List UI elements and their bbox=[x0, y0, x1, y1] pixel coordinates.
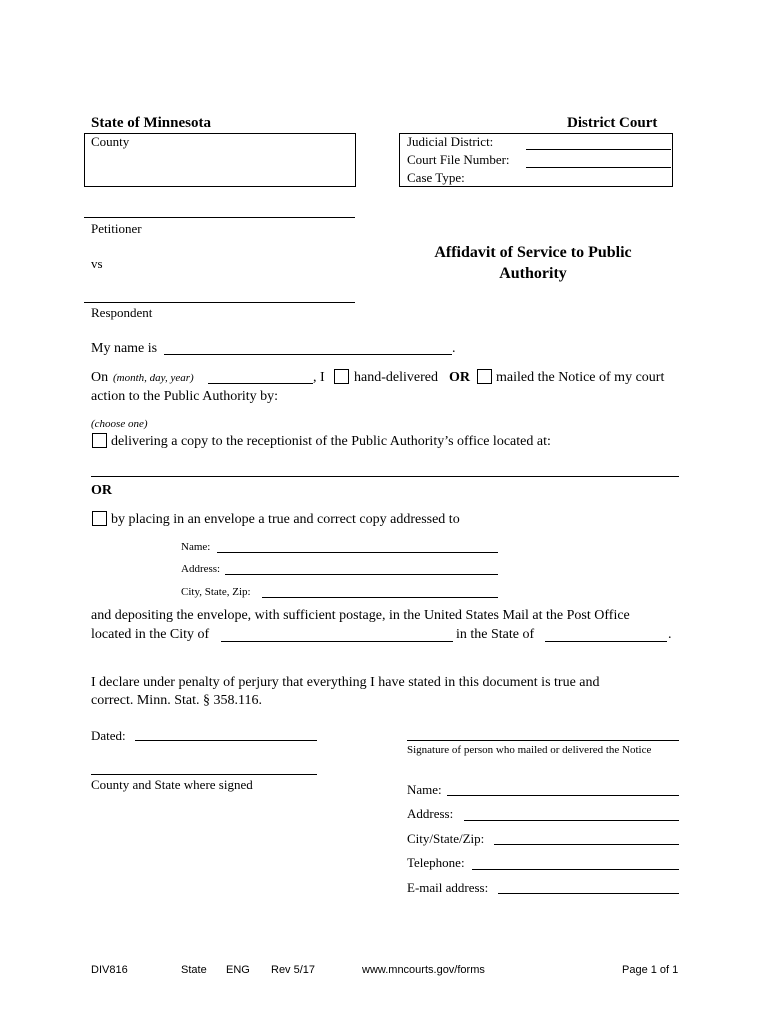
judicial-district-field[interactable] bbox=[526, 149, 671, 150]
county-state-signed-label: County and State where signed bbox=[91, 777, 253, 792]
delivering-copy-label: delivering a copy to the receptionist of the Public Authority’s office located at: bbox=[111, 434, 551, 449]
case-type-label: Case Type: bbox=[407, 170, 465, 185]
or-inline: OR bbox=[449, 370, 470, 385]
signature-field[interactable] bbox=[407, 740, 679, 741]
signer-name-label: Name: bbox=[407, 782, 442, 797]
signer-address-field[interactable] bbox=[464, 820, 679, 821]
respondent-label: Respondent bbox=[91, 305, 153, 320]
envelope-city-label: City, State, Zip: bbox=[181, 586, 251, 598]
envelope-name-label: Name: bbox=[181, 541, 211, 553]
by-placing-checkbox[interactable] bbox=[92, 511, 107, 526]
post-office-state-field[interactable] bbox=[545, 641, 667, 642]
envelope-address-label: Address: bbox=[181, 563, 221, 575]
depositing-line-1: and depositing the envelope, with sufficient postage, in the United States Mail at the Post Office bbox=[91, 608, 630, 623]
my-name-field[interactable] bbox=[164, 354, 452, 355]
post-office-city-field[interactable] bbox=[221, 641, 453, 642]
mailed-label: mailed the Notice of my court bbox=[496, 370, 665, 385]
action-line: action to the Public Authority by: bbox=[91, 389, 279, 404]
choose-one-hint: (choose one) bbox=[91, 418, 148, 430]
document-title bbox=[383, 242, 683, 284]
footer-lang: ENG bbox=[226, 964, 250, 976]
envelope-address-field[interactable] bbox=[225, 574, 498, 575]
in-state-label: in the State of bbox=[456, 627, 535, 642]
signer-telephone-label: Telephone: bbox=[407, 855, 465, 870]
declare-line-1: I declare under penalty of perjury that everything I have stated in this document is true and bbox=[91, 675, 600, 690]
office-location-field[interactable] bbox=[91, 476, 679, 477]
signer-city-field[interactable] bbox=[494, 844, 679, 845]
my-name-label: My name is bbox=[91, 341, 158, 356]
title-line-2: Authority bbox=[499, 265, 567, 282]
county-state-signed-field[interactable] bbox=[91, 774, 317, 775]
state-heading: State of Minnesota bbox=[91, 115, 211, 131]
signer-city-label: City/State/Zip: bbox=[407, 831, 485, 846]
hand-delivered-label: hand-delivered bbox=[354, 370, 438, 385]
judicial-district-label: Judicial District: bbox=[407, 134, 494, 149]
signature-caption: Signature of person who mailed or delivered the Notice bbox=[407, 744, 652, 756]
or-heading: OR bbox=[91, 483, 112, 498]
footer-state: State bbox=[181, 964, 207, 976]
signer-address-label: Address: bbox=[407, 806, 454, 821]
footer-rev: Rev 5/17 bbox=[271, 964, 316, 976]
delivering-copy-checkbox[interactable] bbox=[92, 433, 107, 448]
envelope-name-field[interactable] bbox=[217, 552, 498, 553]
on-label: On bbox=[91, 370, 109, 385]
dated-field[interactable] bbox=[135, 740, 317, 741]
hand-delivered-checkbox[interactable] bbox=[334, 369, 349, 384]
county-label: County bbox=[91, 134, 130, 149]
envelope-city-field[interactable] bbox=[262, 597, 498, 598]
title-line-1: Affidavit of Service to Public bbox=[434, 244, 632, 261]
vs-label: vs bbox=[91, 256, 103, 271]
court-file-number-field[interactable] bbox=[526, 167, 671, 168]
petitioner-field[interactable] bbox=[84, 217, 355, 218]
declare-line-2: correct. Minn. Stat. § 358.116. bbox=[91, 693, 262, 708]
dated-label: Dated: bbox=[91, 728, 126, 743]
court-file-number-label: Court File Number: bbox=[407, 152, 510, 167]
court-heading: District Court bbox=[567, 115, 658, 131]
footer-website[interactable]: www.mncourts.gov/forms bbox=[362, 964, 485, 976]
footer-page: Page 1 of 1 bbox=[622, 964, 679, 976]
footer-form-code: DIV816 bbox=[91, 964, 128, 976]
state-period: . bbox=[668, 627, 672, 642]
located-city-label: located in the City of bbox=[91, 627, 210, 642]
signer-telephone-field[interactable] bbox=[472, 869, 679, 870]
signer-email-field[interactable] bbox=[498, 893, 679, 894]
petitioner-label: Petitioner bbox=[91, 221, 142, 236]
by-placing-label: by placing in an envelope a true and correct copy addressed to bbox=[111, 512, 460, 527]
signer-email-label: E-mail address: bbox=[407, 880, 489, 895]
date-hint: (month, day, year) bbox=[113, 372, 194, 384]
comma-i-text: , I bbox=[313, 370, 325, 385]
mailed-checkbox[interactable] bbox=[477, 369, 492, 384]
my-name-period: . bbox=[452, 341, 456, 356]
signer-name-field[interactable] bbox=[447, 795, 679, 796]
service-date-field[interactable] bbox=[208, 383, 313, 384]
respondent-field[interactable] bbox=[84, 302, 355, 303]
